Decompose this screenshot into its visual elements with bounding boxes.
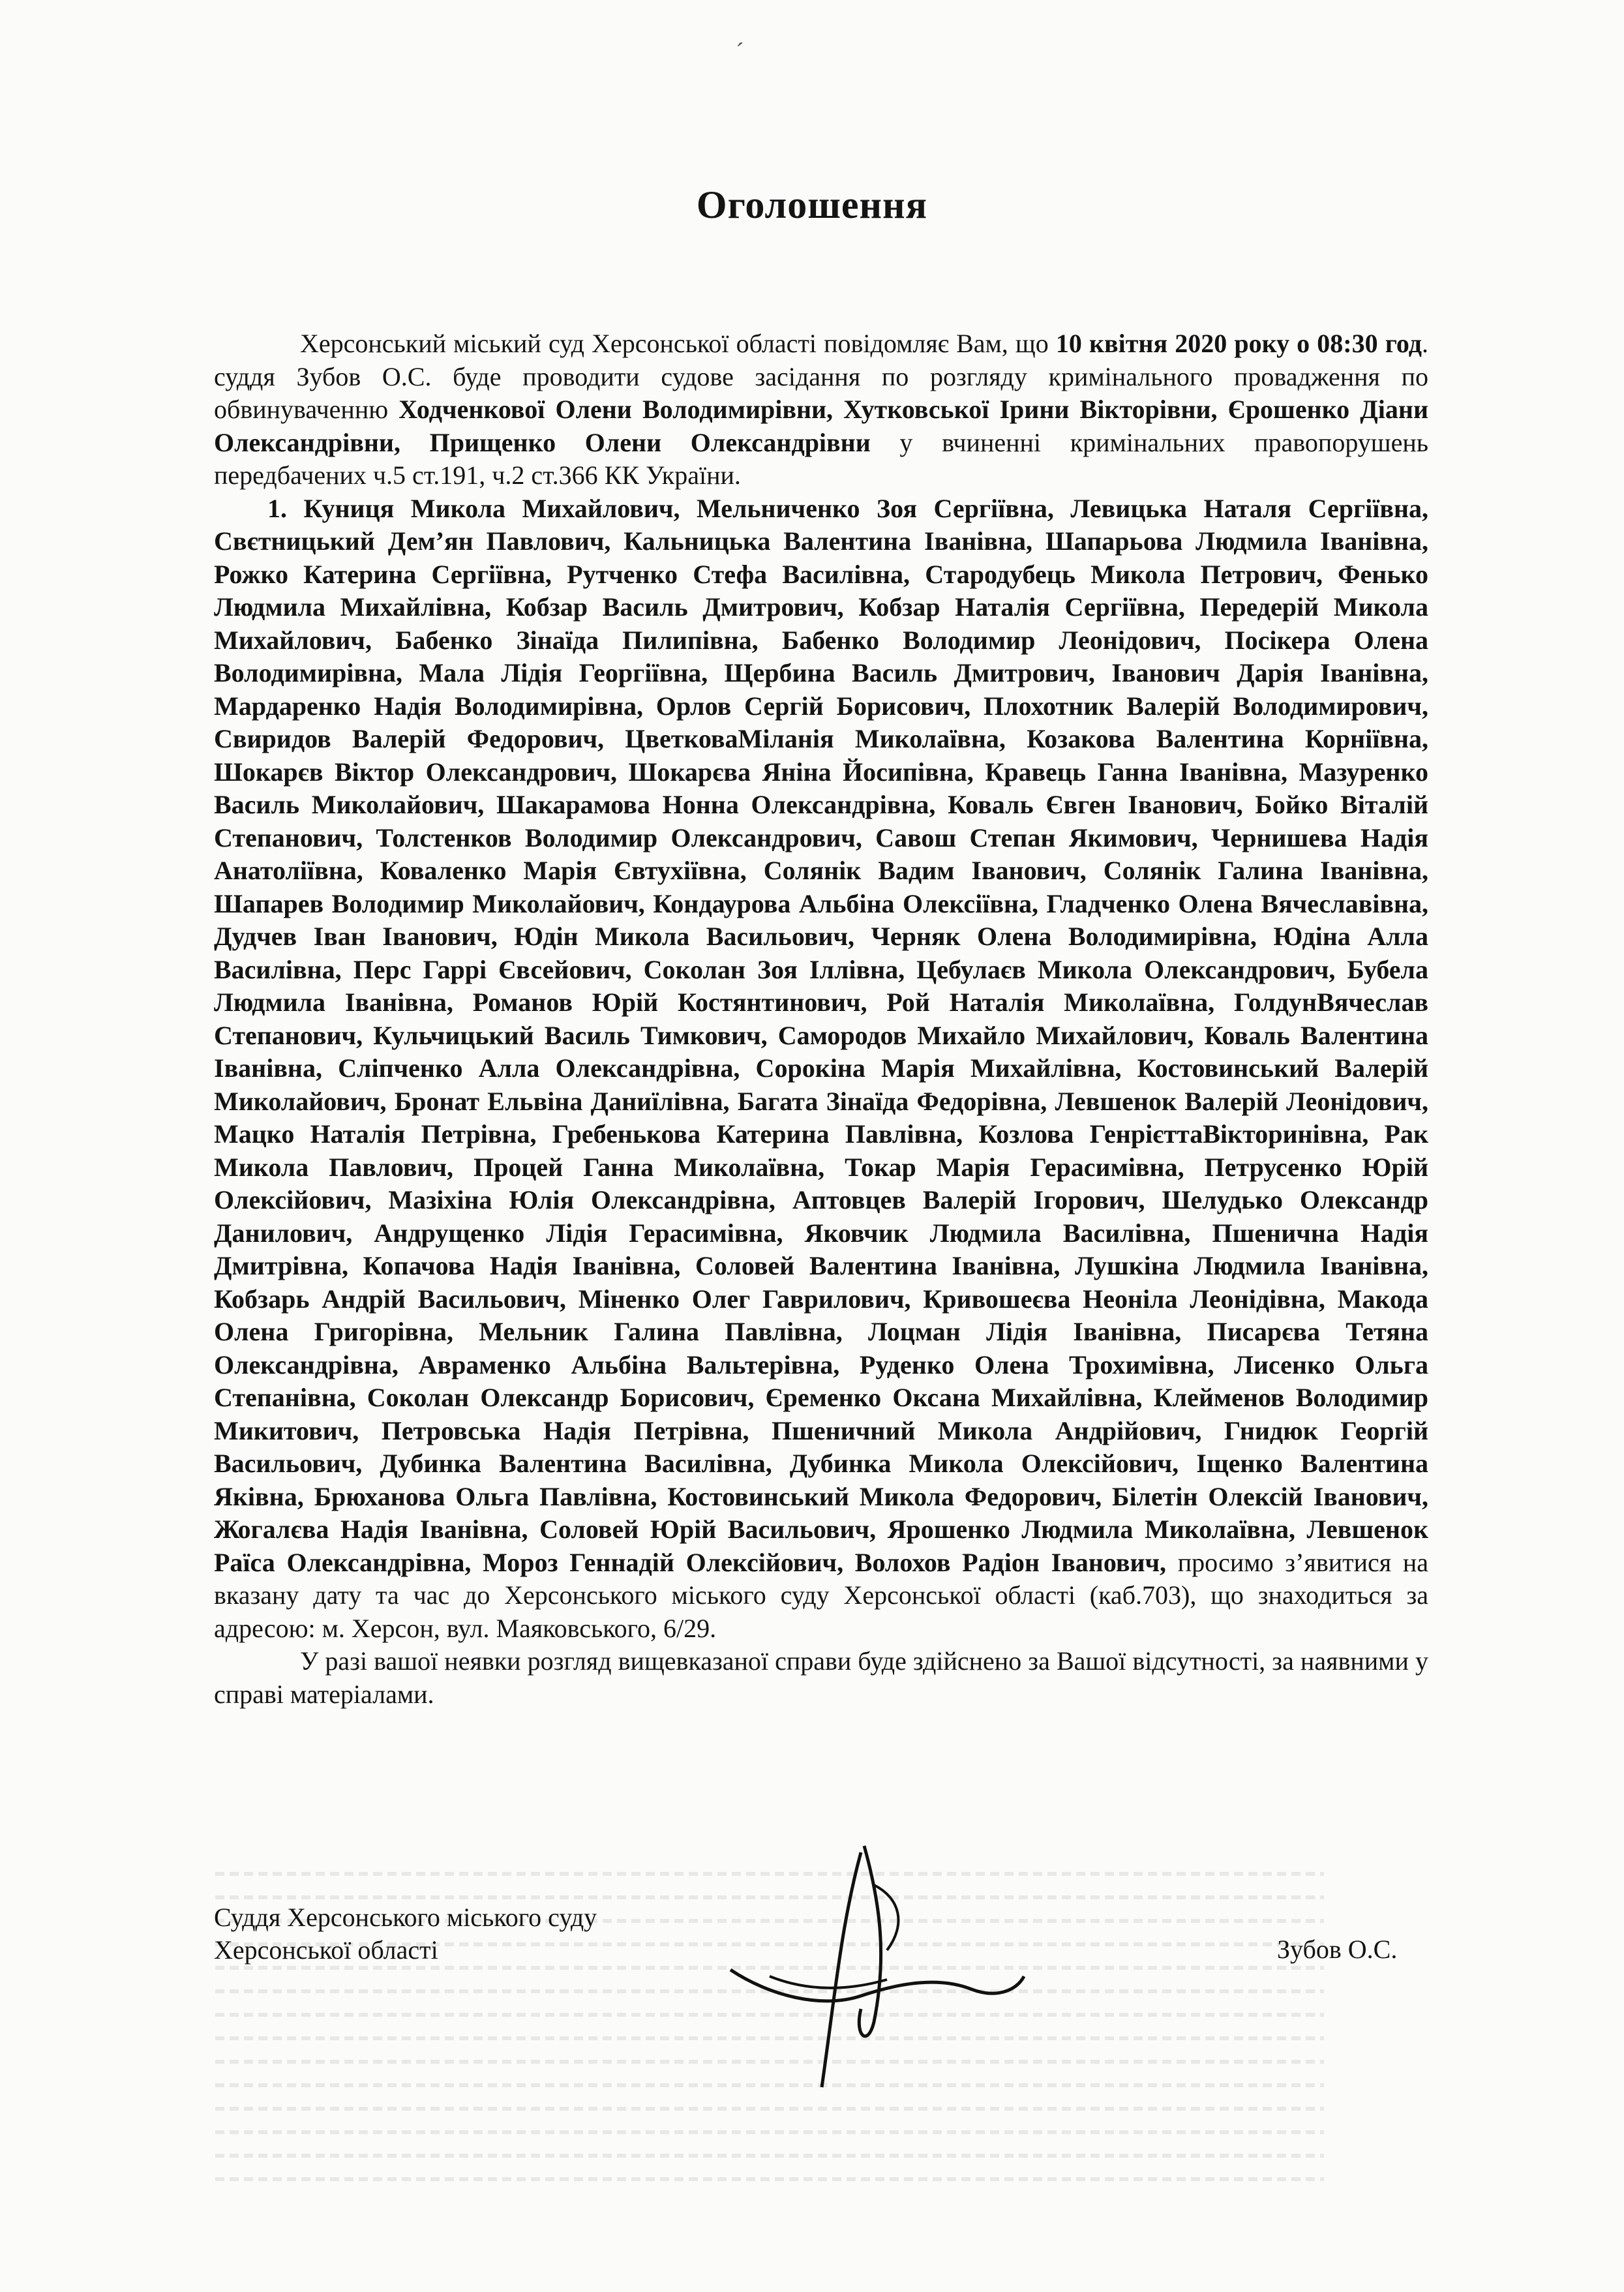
document-body [214,327,1428,1711]
judge-name: Зубов О.С. [1277,1935,1398,1964]
intro-text-1: Херсонський міський суд Херсонської області повідомляє Вам, що [300,329,1056,358]
judge-title-line-2: Херсонської області [214,1935,438,1965]
judge-title-line-1: Суддя Херсонського міського суду [214,1903,597,1932]
summoned-list-paragraph [214,492,1428,1646]
scan-mark: ˊ [736,38,744,66]
intro-text-3: у вчиненні кримінальних правопорушень передбачених ч.5 ст.191, ч.2 ст.366 КК України. [214,427,1428,490]
summoned-names: Куниця Микола Михайлович, Мельниченко Зоя Сергіївна, Левицька Наталя Сергіївна, Свєтницький Дем’ян Павлович, Кальницька Валентина Іванівна, Шапарьова Людмила Іванівна, Рожко Катерина Сергіївна, Рутченко Стефа Василівна, Стародубець Микола Петрович, Фенько Людмила Михайлівна, Кобзар Василь Дмитрович, Кобзар Наталія Сергіївна, Передерій Микола Михайлович, Бабенко Зінаїда Пилипівна, Бабенко Володимир Леонідович, Посікера Олена Володимирівна, Мала Лідія Георгіївна, Щербина Василь Дмитрович, Іванович Дарія Іванівна, Мардаренко Надія Володимирівна, Орлов Сергій Борисович, Плохотник Валерій Володимирович, Свиридов Валерій Федорович, ЦветковаМіланія Миколаївна, Козакова Валентина Корніївна, Шокарєв Віктор Олександрович, Шокарєва Яніна Йосипівна, Кравець Ганна Іванівна, Мазуренко Василь Миколайович, Шакарамова Нонна Олександрівна, Коваль Євген Іванович, Бойко Віталій Степанович, Толстенков Володимир Олександрович, Савош Степан Якимович, Чернишева Надія Анатоліївна, Коваленко Марія Євтухіївна, Солянік Вадим Іванович, Солянік Галина Іванівна, Шапарев Володимир Миколайович, Кондаурова Альбіна Олексіївна, Гладченко Олена Вячеславівна, Дудчев Іван Іванович, Юдін Микола Васильович, Черняк Олена Володимирівна, Юдіна Алла Василівна, Перс Гаррі Євсейович, Соколан Зоя Іллівна, Цебулаєв Микола Олександрович, Бубела Людмила Іванівна, Романов Юрій Костянтинович, Рой Наталія Миколаївна, ГолдунВячеслав Степанович, Кульчицький Василь Тимкович, Самородов Михайло Михайлович, Коваль Валентина Іванівна, Сліпченко Алла Олександрівна, Сорокіна Марія Михайлівна, Костовинський Валерій Миколайович, Бронат Ельвіна Даниїлівна, Багата Зінаїда Федорівна, Левшенок Валерій Леонідович, Мацко Наталія Петрівна, Гребенькова Катерина Павлівна, Козлова ГенрієттаВікторинівна, Рак Микола Павлович, Процей Ганна Миколаївна, Токар Марія Герасимівна, Петрусенко Юрій Олексійович, Мазіхіна Юлія Олександрівна, Аптовцев Валерій Ігорович, Шелудько Олександр Данилович, Андрущенко Лідія Герасимівна, Яковчик Людмила Василівна, Пшенична Надія Дмитрівна, Копачова Надія Іванівна, Соловей Валентина Іванівна, Лушкіна Людмила Іванівна, Кобзарь Андрій Васильович, Міненко Олег Гаврилович, Кривошеєва Неоніла Леонідівна, Макода Олена Григорівна, Мельник Галина Павлівна, Лоцман Лідія Іванівна, Писарєва Тетяна Олександрівна, Авраменко Альбіна Вальтерівна, Руденко Олена Трохимівна, Лисенко Ольга Степанівна, Соколан Олександр Борисович, Єременко Оксана Михайлівна, Клейменов Володимир Микитович, Петровська Надія Петрівна, Пшеничний Микола Андрійович, Гнидюк Георгій Васильович, Дубинка Валентина Василівна, Дубинка Микола Олексійович, Іщенко Валентина Яківна, Брюханова Ольга Павлівна, Костовинський Микола Федорович, Білетін Олексій Іванович, Жогалєва Надія Іванівна, Соловей Юрій Васильович, Ярошенко Людмила Миколаївна, Левшенок Раїса Олександрівна, Мороз Геннадій Олексійович, Волохов Радіон Іванович, [214,493,1429,1577]
handwritten-signature [691,1826,1030,2100]
absence-notice: У разі вашої неявки розгляд вищевказаної справи буде здійснено за Вашої відсутності, за наявними у справі матеріалами. [214,1646,1428,1709]
summons-text: просимо з’явитися на вказану дату та час до Херсонського міського суду Херсонської області (каб.703), що знаходиться за адресою: м. Херсон, вул. Маяковського, 6/29. [214,1547,1428,1643]
judge-title [214,1901,597,1967]
intro-text-2: . суддя Зубов О.С. буде проводити судове засідання по розгляду кримінального провадження по обвинуваченню [214,329,1428,424]
document-title: Оголошення [696,183,928,226]
hearing-datetime: 10 квітня 2020 року о 08:30 год [1055,329,1422,358]
intro-paragraph [214,327,1428,492]
list-number: 1. [267,493,304,523]
accused-names: Ходченкової Олени Володимирівни, Хутковської Ірини Вікторівни, Єрошенко Діани Олександрівни, Прищенко Олени Олександрівни [214,395,1428,457]
